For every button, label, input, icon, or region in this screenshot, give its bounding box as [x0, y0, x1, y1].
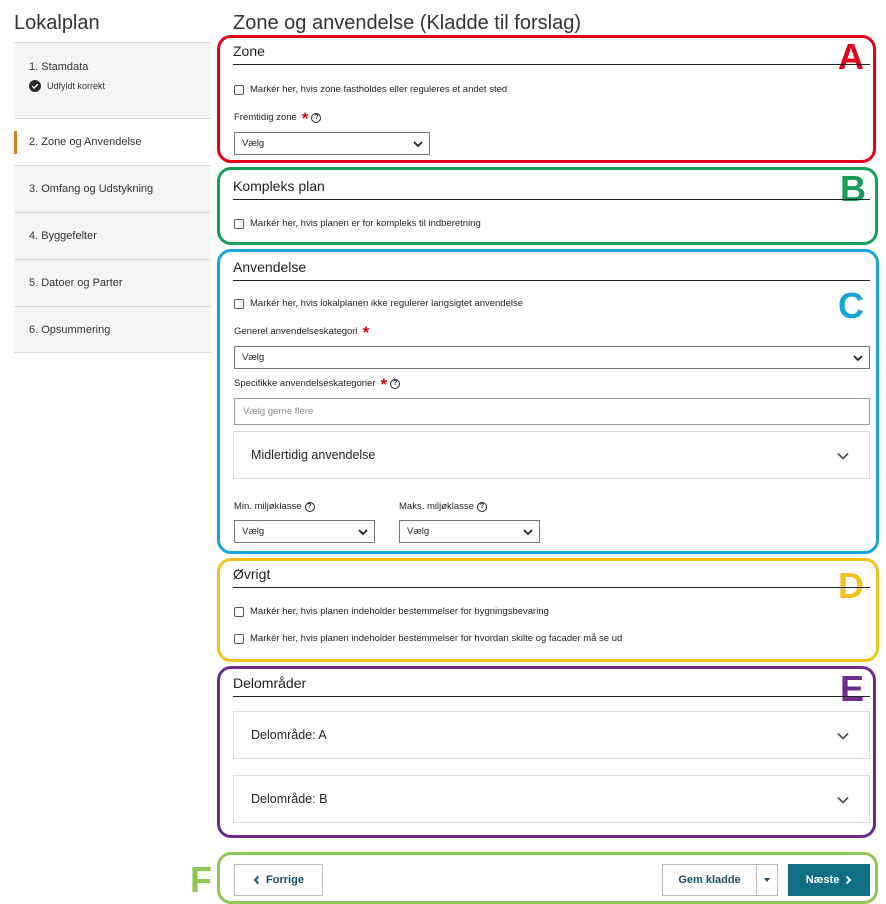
select-value: Vælg — [242, 352, 265, 363]
general-category-label — [234, 322, 370, 342]
step-status-text: Udfyldt korrekt — [47, 81, 106, 91]
annotation-letter-d: D — [838, 565, 864, 606]
zone-heading: Zone — [233, 43, 870, 65]
sidebar-item-byggefelter[interactable] — [14, 212, 211, 259]
max-env-class-label — [399, 501, 487, 512]
save-draft-button[interactable] — [662, 864, 757, 896]
next-button[interactable] — [788, 864, 870, 896]
checkbox-label: Markér her, hvis zone fastholdes eller reguleres et andet sted — [250, 84, 508, 95]
chevron-down-icon — [836, 731, 850, 741]
caret-down-icon — [763, 877, 771, 883]
min-env-class-label — [234, 501, 315, 512]
required-asterisk-icon: * — [301, 108, 309, 128]
sidebar-item-omfang-udstykning[interactable] — [14, 165, 211, 212]
select-value: Vælg — [407, 526, 430, 537]
temporary-use-accordion[interactable] — [233, 431, 870, 479]
field-label-text: Maks. miljøklasse — [399, 501, 474, 512]
checkbox-label: Markér her, hvis planen indeholder bestemmelser for hvordan skilte og facader må se ud — [250, 633, 623, 644]
kompleks-heading: Kompleks plan — [233, 178, 870, 200]
sidebar-item-label: 6. Opsummering — [29, 323, 111, 336]
building-preservation-checkbox[interactable] — [234, 607, 244, 617]
annotation-letter-e: E — [840, 668, 865, 709]
sidebar-item-datoer-parter[interactable] — [14, 259, 211, 306]
sidebar-item-label: 2. Zone og Anvendelse — [29, 136, 142, 148]
chevron-left-icon — [253, 875, 260, 885]
page-title: Zone og anvendelse (Kladde til forslag) — [233, 12, 581, 34]
checkmark-icon — [29, 80, 41, 92]
step-status — [29, 80, 211, 92]
previous-button[interactable] — [234, 864, 323, 896]
field-label-text: Specifikke anvendelseskategorier — [234, 378, 376, 389]
help-icon[interactable]: ? — [390, 379, 400, 389]
checkbox-label: Markér her, hvis planen indeholder bestemmelser for bygningsbevaring — [250, 606, 549, 617]
specific-categories-input[interactable] — [234, 398, 870, 425]
future-zone-label — [234, 108, 321, 128]
chevron-right-icon — [845, 875, 852, 885]
field-label-text: Fremtidig zone — [234, 112, 297, 123]
select-value: Vælg — [242, 526, 265, 537]
help-icon[interactable]: ? — [477, 502, 487, 512]
sidebar-item-label: 1. Stamdata — [29, 61, 89, 73]
checkbox-label: Markér her, hvis planen er for kompleks til indberetning — [250, 218, 481, 229]
sidebar-item-label: 5. Datoer og Parter — [29, 277, 123, 289]
button-label: Forrige — [266, 874, 304, 886]
accordion-label: Midlertidig anvendelse — [251, 448, 376, 462]
sidebar-item-stamdata[interactable] — [14, 42, 211, 118]
required-asterisk-icon: * — [380, 374, 388, 394]
oevrigt-heading: Øvrigt — [233, 566, 870, 588]
help-icon[interactable]: ? — [305, 502, 315, 512]
kompleks-checkbox[interactable] — [234, 219, 244, 229]
step-navigation — [14, 42, 211, 353]
select-value: Vælg — [242, 138, 265, 149]
general-category-select[interactable] — [234, 346, 870, 369]
no-long-term-use-checkbox[interactable] — [234, 299, 244, 309]
sidebar-title: Lokalplan — [14, 12, 100, 34]
chevron-down-icon — [836, 795, 850, 805]
min-env-class-select[interactable] — [234, 520, 375, 543]
zone-elsewhere-checkbox[interactable] — [234, 85, 244, 95]
help-icon[interactable]: ? — [311, 113, 321, 123]
zone-checkbox-row — [234, 84, 507, 95]
field-label-text: Min. miljøklasse — [234, 501, 302, 512]
anvendelse-checkbox-row — [234, 298, 523, 309]
anvendelse-heading: Anvendelse — [233, 259, 870, 281]
annotation-letter-f: F — [190, 859, 212, 900]
sidebar-item-label: 4. Byggefelter — [29, 230, 97, 242]
signage-checkbox-row — [234, 633, 622, 644]
delomraader-heading: Delområder — [233, 675, 870, 697]
field-label-text: Generel anvendelseskategori — [234, 326, 358, 337]
chevron-down-icon — [852, 352, 864, 364]
preservation-checkbox-row — [234, 606, 549, 617]
chevron-down-icon — [522, 526, 534, 538]
subarea-b-accordion[interactable] — [233, 775, 870, 823]
required-asterisk-icon: * — [362, 322, 370, 342]
sidebar-item-label: 3. Omfang og Udstykning — [29, 183, 154, 195]
sidebar-item-zone-anvendelse[interactable] — [14, 118, 211, 165]
signs-facades-checkbox[interactable] — [234, 634, 244, 644]
annotation-letter-b: B — [840, 168, 866, 209]
specific-categories-label — [234, 374, 400, 394]
future-zone-select[interactable] — [234, 132, 430, 155]
input-placeholder: Vælg gerne flere — [243, 406, 314, 417]
annotation-letter-a: A — [838, 36, 864, 77]
button-label: Gem kladde — [678, 874, 741, 886]
chevron-down-icon — [836, 451, 850, 461]
chevron-down-icon — [357, 526, 369, 538]
accordion-label: Delområde: A — [251, 728, 327, 742]
accordion-label: Delområde: B — [251, 792, 328, 806]
max-env-class-select[interactable] — [399, 520, 540, 543]
save-options-dropdown-button[interactable] — [756, 864, 778, 896]
kompleks-checkbox-row — [234, 218, 481, 229]
sidebar-item-opsummering[interactable] — [14, 306, 211, 353]
subarea-a-accordion[interactable] — [233, 711, 870, 759]
annotation-letter-c: C — [838, 285, 864, 326]
chevron-down-icon — [412, 138, 424, 150]
checkbox-label: Markér her, hvis lokalplanen ikke regulerer langsigtet anvendelse — [250, 298, 524, 309]
button-label: Næste — [805, 874, 840, 886]
